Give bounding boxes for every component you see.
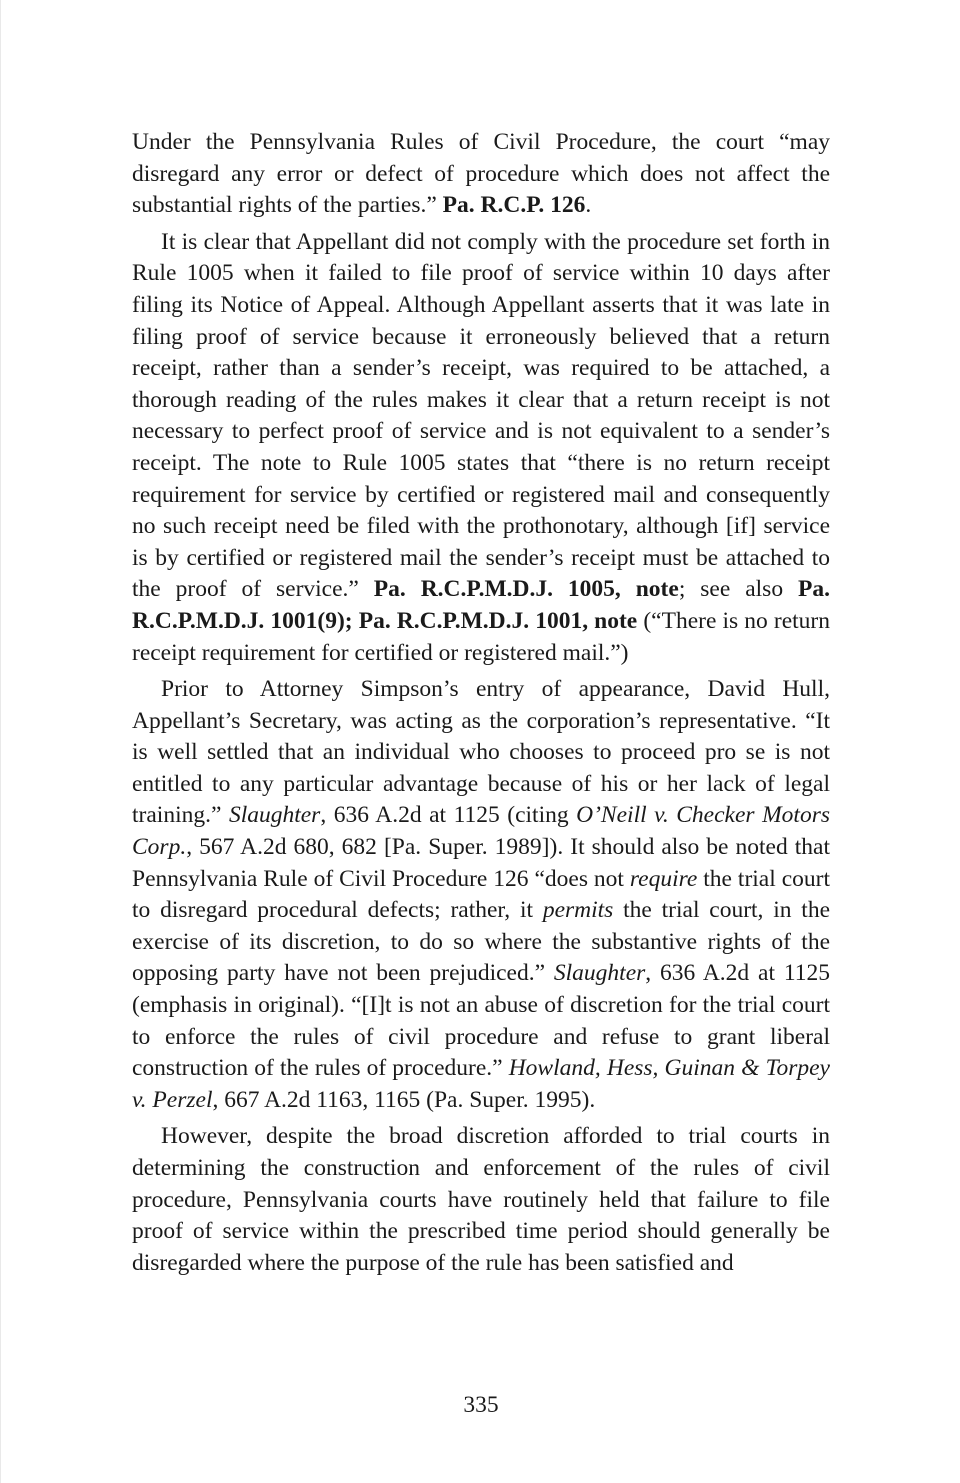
text-run: Prior to Attorney Simpson’s entry of appearance, David Hull, Appellant’s Secretary, was acting as the corporation’s representative. “It is well settled that an individual who chooses to proceed pro se is not entitled to any particular advantage because of his or her lack of legal training.” xyxy=(132,676,830,829)
case-name-italic: permits xyxy=(542,897,614,924)
document-body xyxy=(132,127,830,1284)
case-name-italic: Howland, Hess, Guinan & Torpey v. Perzel xyxy=(132,1055,830,1113)
paragraph xyxy=(132,1121,830,1279)
text-run: It is clear that Appellant did not comply with the procedure set forth in Rule 1005 when it failed to file proof of service within 10 days after filing its Notice of Appeal. Although Appellant asserts that it was late in filing proof of service because it erroneously believed that a return receipt, rather than a sender’s receipt, was required to be attached, a thorough reading of the rules makes it clear that a return receipt is not necessary to perfect proof of service and is not equivalent to a sender’s receipt. The note to Rule 1005 states that “there is no return receipt requirement for service by certified or registered mail and consequently no such receipt need be filed with the prothonotary, although [if] service is by certified or registered mail the sender’s receipt must be attached to the proof of service.” xyxy=(132,228,830,603)
case-name-italic: require xyxy=(629,865,698,892)
text-run: , 636 A.2d at 1125 (emphasis in original). “[I]t is not an abuse of discretion for the trial court to enforce the rules of civil procedure and refuse to grant liberal construction of the rules of procedure.” xyxy=(132,960,830,1082)
paragraph xyxy=(132,127,830,222)
paragraph xyxy=(132,227,830,669)
text-run: . xyxy=(585,192,592,219)
text-run: , 667 A.2d 1163, 1165 (Pa. Super. 1995). xyxy=(212,1086,596,1113)
text-run: the trial court to disregard procedural defects; rather, it xyxy=(132,865,830,924)
case-name-italic: O’Neill v. Checker Motors Corp. xyxy=(132,802,830,861)
citation-bold: Pa. R.C.P. 126 xyxy=(442,192,586,219)
text-run: , 636 A.2d at 1125 (citing xyxy=(320,802,577,829)
case-name-italic: Slaughter xyxy=(228,802,321,829)
text-run: (“There is no return receipt requirement for certified or registered mail.”) xyxy=(132,607,830,666)
citation-bold: Pa. R.C.P.M.D.J. 1001(9); Pa. R.C.P.M.D.J. 1001, note xyxy=(132,576,830,634)
paragraph xyxy=(132,674,830,1116)
text-run: However, despite the broad discretion afforded to trial courts in determining the construction and enforcement of the rules of civil procedure, Pennsylvania courts have routinely held that failure to file proof of service within the prescribed time period should generally be disregarded where the purpose of the rule has been satisfied and xyxy=(132,1123,830,1276)
text-run: the trial court, in the exercise of its discretion, to do so where the substantive rights of the opposing party have not been prejudiced.” xyxy=(132,897,831,987)
text-run: , 567 A.2d 680, 682 [Pa. Super. 1989]). It should also be noted that Pennsylvania Rule of Civil Procedure 126 “does not xyxy=(132,834,830,892)
text-run: Under the Pennsylvania Rules of Civil Procedure, the court “may disregard any error or defect of procedure which does not affect the substantial rights of the parties.” xyxy=(132,129,830,219)
text-run: ; see also xyxy=(678,576,799,603)
case-name-italic: Slaughter xyxy=(553,960,646,987)
citation-bold: Pa. R.C.P.M.D.J. 1005, note xyxy=(373,576,679,603)
page-number: 335 xyxy=(463,1392,499,1418)
